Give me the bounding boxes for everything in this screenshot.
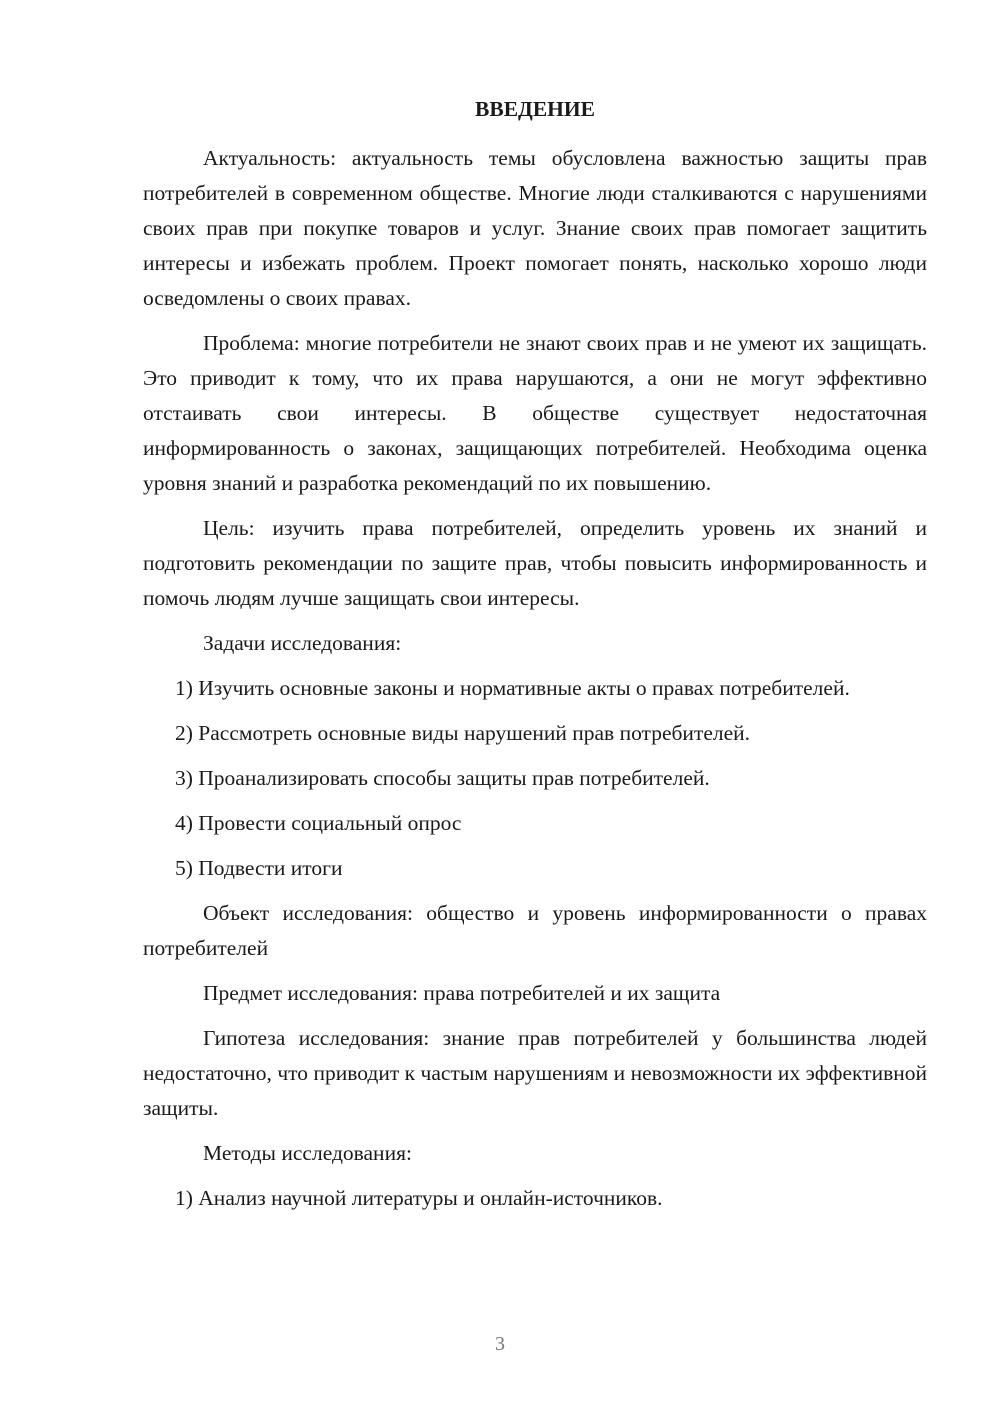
task-item: 4) Провести социальный опрос <box>175 811 462 835</box>
tasks-heading: Задачи исследования: <box>203 631 402 655</box>
page-number: 3 <box>495 1333 505 1355</box>
task-item: 2) Рассмотреть основные виды нарушений прав потребителей. <box>175 721 751 745</box>
document-title: ВВЕДЕНИЕ <box>475 97 595 121</box>
subject-paragraph: Предмет исследования: права потребителей и их защита <box>203 981 721 1005</box>
goal-paragraph: Цель: изучить права потребителей, определить уровень их знаний и подготовить рекомендации по защите прав, чтобы повысить информированность и помочь людям лучше защищать свои интересы. <box>143 516 927 610</box>
object-paragraph: Объект исследования: общество и уровень информированности о правах потребителей <box>143 901 927 960</box>
relevance-paragraph: Актуальность: актуальность темы обусловлена важностью защиты прав потребителей в современном обществе. Многие люди сталкиваются с нарушениями своих прав при покупке товаров и услуг. Знание своих прав помогает защитить интересы и избежать проблем. Проект помогает понять, насколько хорошо люди осведомлены о своих правах. <box>143 146 927 310</box>
task-item: 5) Подвести итоги <box>175 856 343 880</box>
methods-heading: Методы исследования: <box>203 1141 412 1165</box>
task-item: 3) Проанализировать способы защиты прав потребителей. <box>175 766 710 790</box>
method-item: 1) Анализ научной литературы и онлайн-источников. <box>175 1186 663 1210</box>
document-page <box>143 92 927 1226</box>
problem-paragraph: Проблема: многие потребители не знают своих прав и не умеют их защищать. Это приводит к тому, что их права нарушаются, а они не могут эффективно отстаивать свои интересы. В обществе существует недостаточная информированность о законах, защищающих потребителей. Необходима оценка уровня знаний и разработка рекомендаций по их повышению. <box>143 331 927 495</box>
hypothesis-paragraph: Гипотеза исследования: знание прав потребителей у большинства людей недостаточно, что приводит к частым нарушениям и невозможности их эффективной защиты. <box>143 1026 927 1120</box>
task-item: 1) Изучить основные законы и нормативные акты о правах потребителей. <box>175 676 850 700</box>
